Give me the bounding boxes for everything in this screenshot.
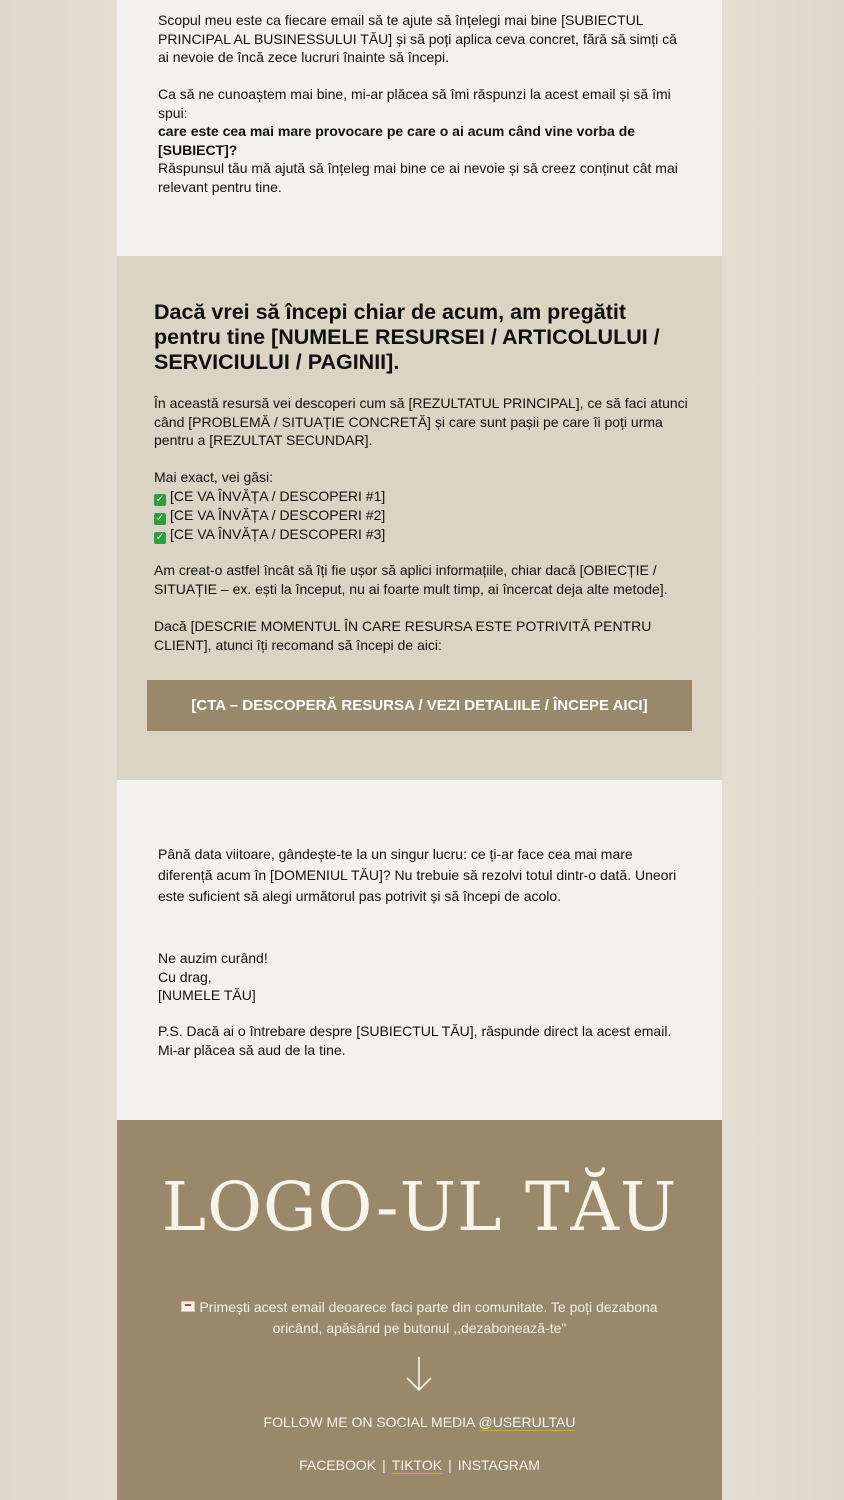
checkmark-icon: ✓ [155, 493, 165, 505]
social-handle-link[interactable]: @USERULTAU [478, 1414, 576, 1430]
resource-list [154, 468, 694, 544]
resource-paragraph-1: În această resursă vei descoperi cum să [REZULTATUL PRINCIPAL], ce să faci atunci când [PROBLEMĂ / SITUAȚIE CONCRETĂ] și care sunt pașii pe care îi poți urma pentru a [REZULTAT SECUNDAR]. [154, 395, 688, 449]
list-item: ✓ [CE VA ÎNVĂȚA / DESCOPERI #3] [155, 525, 386, 543]
signoff [158, 949, 683, 1005]
intro-paragraph-1: Scopul meu este ca fiecare email să te ajute să înțelegi mai bine [SUBIECTUL PRINCIPAL AL BUSINESSULUI TĂU] și să poți aplica ceva concret, fără să simți că ai nevoie de încă zece lucruri înainte să începi. [158, 12, 677, 66]
resource-section [117, 256, 722, 780]
intro-question-bold: care este cea mai mare provocare pe care o ai acum când vine vorba de [SUBIECT]? [158, 123, 636, 158]
closing-section [117, 780, 722, 1120]
tiktok-link[interactable]: TIKTOK [391, 1457, 443, 1473]
follow-text: FOLLOW ME ON SOCIAL MEDIA [263, 1414, 479, 1430]
list-item: ✓ [CE VA ÎNVĂȚA / DESCOPERI #2] [155, 506, 386, 524]
logo: LOGO-UL TĂU [161, 1168, 678, 1246]
facebook-link[interactable]: FACEBOOK [299, 1457, 377, 1473]
follow-line [117, 1414, 722, 1430]
signoff-name: [NUMELE TĂU] [158, 987, 256, 1004]
ps-paragraph: P.S. Dacă ai o întrebare despre [SUBIECTUL TĂU], răspunde direct la acest email. Mi-ar plăcea să aud de la tine. [158, 1023, 672, 1058]
checkmark-icon: ✓ [155, 512, 165, 524]
intro-paragraph-2 [158, 85, 678, 159]
resource-list-intro: Mai exact, vei găsi: [154, 469, 274, 485]
cta-button[interactable]: [CTA – DESCOPERĂ RESURSA / VEZI DETALIILE / ÎNCEPE AICI] [147, 680, 692, 731]
social-links [117, 1457, 722, 1473]
arrow-down-icon [406, 1356, 432, 1392]
list-item: ✓ [CE VA ÎNVĂȚA / DESCOPERI #1] [155, 487, 386, 505]
signoff-line-1: Ne auzim curând! [158, 950, 268, 966]
resource-paragraph-3: Dacă [DESCRIE MOMENTUL ÎN CARE RESURSA ESTE POTRIVITĂ PENTRU CLIENT], atunci îți recomand să începi de aici: [154, 618, 652, 653]
intro-question-lead: Ca să ne cunoaștem mai bine, mi-ar plăcea să îmi răspunzi la acest email și să îmi spui: [158, 86, 671, 121]
unsubscribe-note [167, 1297, 672, 1339]
intro-paragraph-3: Răspunsul tău mă ajută să înțeleg mai bine ce ai nevoie și să creez conținut cât mai relevant pentru tine. [158, 160, 678, 195]
unsubscribe-text: Primești acest email deoarece faci parte din comunitate. Te poți dezabona oricând, apăsând pe butonul ,,dezabonează-te" [199, 1299, 658, 1336]
instagram-link[interactable]: INSTAGRAM [457, 1457, 540, 1473]
resource-paragraph-2: Am creat-o astfel încât să îți fie ușor să aplici informațiile, chiar dacă [OBIECȚIE / SITUAȚIE – ex. ești la început, nu ai foarte mult timp, ai încercat deja alte metode]. [154, 562, 668, 597]
closing-paragraph: Până data viitoare, gândește-te la un singur lucru: ce ți-ar face cea mai mare diferență acum în [DOMENIUL TĂU]? Nu trebuie să rezolvi totul dintr-o dată. Uneori este suficient să alegi următorul pas potrivit și să începi de acolo. [158, 846, 677, 904]
signoff-line-2: Cu drag, [158, 968, 212, 985]
footer [117, 1120, 722, 1500]
resource-heading: Dacă vrei să începi chiar de acum, am pregătit pentru tine [NUMELE RESURSEI / ARTICOLULUI / SERVICIULUI / PAGINII]. [154, 300, 660, 374]
envelope-icon [181, 1301, 195, 1312]
separator: | [448, 1457, 452, 1473]
separator: | [382, 1457, 386, 1473]
intro-section [117, 0, 722, 256]
checkmark-icon: ✓ [155, 531, 165, 543]
